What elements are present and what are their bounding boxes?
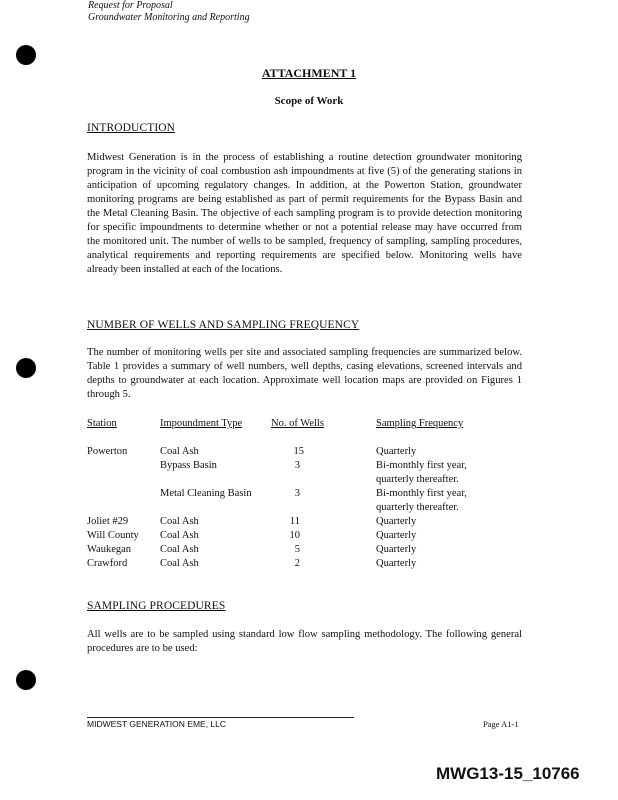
table-cell-type: Coal Ash [160, 544, 199, 555]
table-cell-wells: 3 [294, 488, 300, 499]
table-cell-frequency-cont: quarterly thereafter. [376, 502, 459, 513]
punch-hole-icon [16, 358, 36, 378]
table-cell-wells: 5 [294, 544, 300, 555]
table-cell-frequency: Bi-monthly first year, [376, 460, 467, 471]
attachment-subtitle: Scope of Work [274, 95, 344, 107]
punch-hole-icon [16, 670, 36, 690]
table-cell-type: Metal Cleaning Basin [160, 488, 252, 499]
table-cell-wells: 3 [294, 460, 300, 471]
table-cell-frequency: Quarterly [376, 530, 417, 541]
table-cell-wells: 2 [294, 558, 300, 569]
footer-page-number: Page A1-1 [483, 719, 519, 729]
table-cell-frequency: Quarterly [376, 446, 417, 457]
document-id-stamp: MWG13-15_10766 [436, 764, 580, 783]
sampling-procedures-heading: SAMPLING PROCEDURES [87, 600, 226, 612]
table-header-frequency: Sampling Frequency [376, 418, 464, 429]
attachment-title: ATTACHMENT 1 [261, 66, 357, 80]
table-cell-station: Powerton [87, 446, 128, 457]
table-cell-wells: 10 [289, 530, 300, 541]
table-header-station: Station [87, 418, 117, 429]
table-cell-station: Joliet #29 [87, 516, 129, 527]
footer-company: MIDWEST GENERATION EME, LLC [87, 719, 227, 729]
introduction-paragraph: Midwest Generation is in the process of establishing a routine detection groundwater monitoring program in the vicinity of coal combustion ash impoundments at five (5) of the generating stations in anticipation of upcoming regulatory changes. In addition, at the Powerton Station, groundwater monitoring programs are being established as part of permit requirements for the Bypass Basin and the Metal Cleaning Basin. The objective of each sampling program is to provide detection monitoring for specific impoundments to determine whether or not a potential release may have occurred from the monitored unit. The number of wells to be sampled, frequency of sampling, sampling procedures, analytical requirements and reporting requirements are specified below. Monitoring wells have already been installed at each of the locations. [87, 152, 522, 275]
punch-hole-icon [16, 45, 36, 65]
table-cell-frequency: Bi-monthly first year, [376, 488, 467, 499]
wells-frequency-paragraph: The number of monitoring wells per site and associated sampling frequencies are summarized below. Table 1 provides a summary of well numbers, well depths, casing elevations, screened intervals and depths to groundwater at each location. Approximate well location maps are provided on Figures 1 through 5. [87, 347, 522, 400]
header-line-1: Request for Proposal [88, 0, 173, 11]
table-cell-wells: 11 [289, 516, 300, 527]
table-cell-wells: 15 [293, 446, 304, 457]
table-cell-station: Will County [87, 530, 139, 541]
table-cell-type: Bypass Basin [160, 460, 217, 471]
sampling-procedures-paragraph: All wells are to be sampled using standard low flow sampling methodology. The following general procedures are to be used: [87, 629, 522, 654]
table-cell-station: Crawford [87, 558, 128, 569]
table-cell-station: Waukegan [87, 544, 132, 555]
table-cell-type: Coal Ash [160, 558, 199, 569]
wells-frequency-heading: NUMBER OF WELLS AND SAMPLING FREQUENCY [87, 319, 360, 331]
table-cell-frequency: Quarterly [376, 516, 417, 527]
table-header-type: Impoundment Type [160, 418, 243, 429]
footer-divider [87, 717, 354, 718]
introduction-heading: INTRODUCTION [87, 122, 176, 134]
header-line-2: Groundwater Monitoring and Reporting [88, 12, 250, 23]
table-cell-frequency: Quarterly [376, 544, 417, 555]
table-cell-frequency-cont: quarterly thereafter. [376, 474, 459, 485]
table-cell-type: Coal Ash [160, 530, 199, 541]
table-cell-type: Coal Ash [160, 446, 199, 457]
table-cell-type: Coal Ash [160, 516, 199, 527]
table-cell-frequency: Quarterly [376, 558, 417, 569]
table-header-wells: No. of Wells [271, 418, 324, 429]
